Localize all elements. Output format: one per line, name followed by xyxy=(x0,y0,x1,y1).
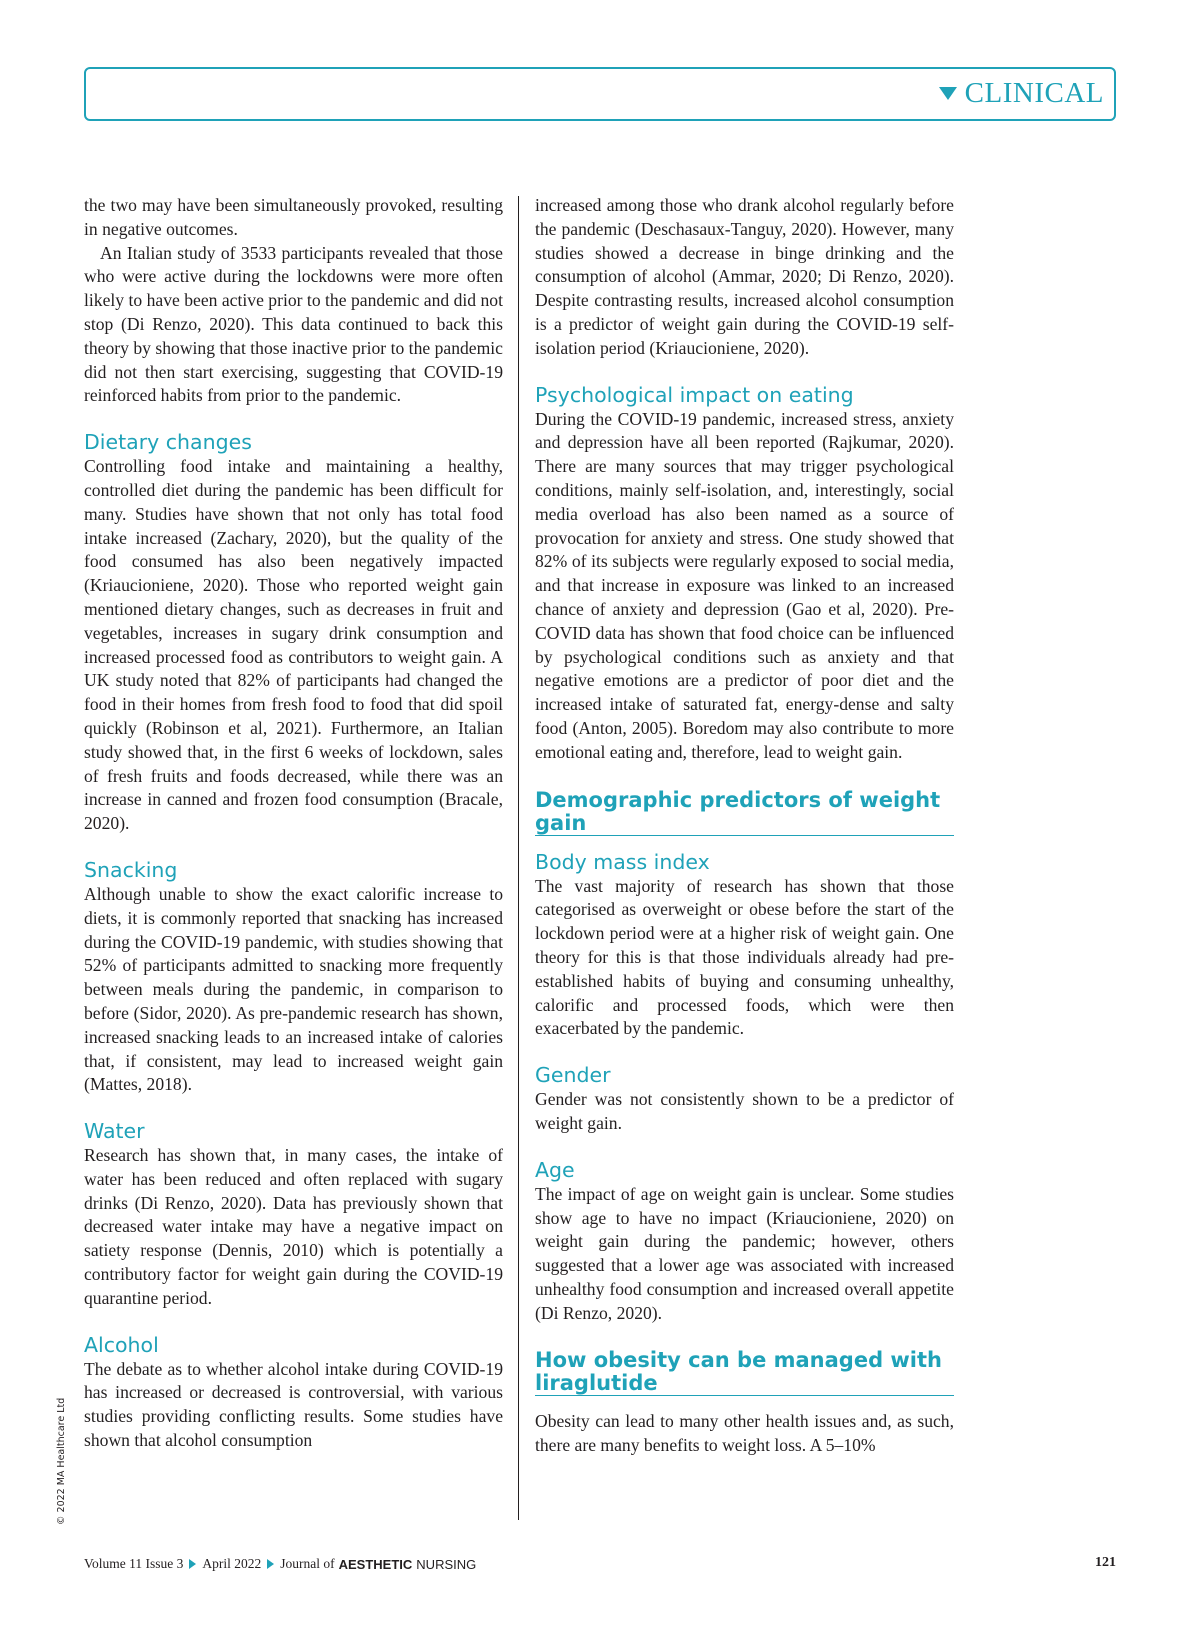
subsection-heading: Dietary changes xyxy=(84,430,252,455)
footer-journal-brand: AESTHETIC xyxy=(338,1556,413,1572)
section-header-box xyxy=(84,67,1116,121)
footer-date: April 2022 xyxy=(202,1556,262,1571)
triangle-right-icon xyxy=(267,1559,274,1569)
body-paragraph: An Italian study of 3533 participants revealed that those who were active during the lockdowns were more often likely to have been active prior to the pandemic and did not stop (Di Renzo, 2020). This data continued to back this theory by showing that those inactive prior to the pandemic did not then start exercising, suggesting that COVID-19 reinforced habits from prior to the pandemic. xyxy=(84,242,503,406)
section-heading: How obesity can be managed with liraglutide xyxy=(535,1349,954,1396)
page-number: 121 xyxy=(1095,1555,1116,1570)
subsection-heading: Alcohol xyxy=(84,1332,159,1357)
subsection-heading: Gender xyxy=(535,1063,611,1088)
subsection-heading: Body mass index xyxy=(535,849,710,874)
section-tag xyxy=(939,77,1104,110)
body-paragraph: Obesity can lead to many other health issues and, as such, there are many benefits to weight loss. A 5–10% xyxy=(535,1411,954,1456)
footer-volume: Volume 11 Issue 3 xyxy=(84,1556,184,1571)
column-divider xyxy=(518,196,519,1520)
triangle-down-icon xyxy=(939,87,957,100)
body-paragraph: During the COVID-19 pandemic, increased stress, anxiety and depression have all been reported (Rajkumar, 2020). There are many sources that may trigger psychological conditions, mainly self-isolation, and, interestingly, social media overload has also been named as a source of provocation for anxiety and stress. One study showed that 82% of its subjects were regularly exposed to social media, and that increase in exposure was linked to an increased chance of anxiety and depression (Gao et al, 2020). Pre-COVID data has shown that food choice can be influenced by psychological conditions such as anxiety and that negative emotions are a predictor of poor diet and the increased intake of saturated fat, energy-dense and salty food (Anton, 2005). Boredom may also contribute to more emotional eating and, therefore, lead to weight gain. xyxy=(535,408,954,762)
page-footer xyxy=(84,1556,476,1572)
subsection-heading: Psychological impact on eating xyxy=(535,382,854,407)
left-column xyxy=(84,194,503,1529)
body-paragraph: The debate as to whether alcohol intake during COVID-19 has increased or decreased is controversial, with various studies providing conflicting results. Some studies have shown that alcohol consumption xyxy=(84,1358,503,1451)
section-label: CLINICAL xyxy=(964,77,1104,109)
body-paragraph: the two may have been simultaneously provoked, resulting in negative outcomes. xyxy=(84,195,503,239)
body-paragraph: Controlling food intake and maintaining a healthy, controlled diet during the pandemic has been difficult for many. Studies have shown that not only has total food intake increased (Zachary, 2020), but the quality of the food consumed has also been negatively impacted (Kriaucioniene, 2020). Those who reported weight gain mentioned dietary changes, such as decreases in fruit and vegetables, increases in sugary drink consumption and increased processed food as contributors to weight gain. A UK study noted that 82% of participants had changed the food in their homes from fresh food to food that did spoil quickly (Robinson et al, 2021). Furthermore, an Italian study showed that, in the first 6 weeks of lockdown, sales of fresh fruits and foods decreased, while there was an increase in canned and frozen food consumption (Bracale, 2020). xyxy=(84,456,503,834)
footer-journal-prefix: Journal of xyxy=(280,1556,335,1571)
body-paragraph: Gender was not consistently shown to be a predictor of weight gain. xyxy=(535,1089,954,1133)
body-paragraph: The impact of age on weight gain is unclear. Some studies show age to have no impact (Kriaucioniene, 2020) on weight gain during the pandemic; however, others suggested that a lower age was associated with increased unhealthy food consumption and increased overall appetite (Di Renzo, 2020). xyxy=(535,1183,954,1323)
section-heading: Demographic predictors of weight gain xyxy=(535,789,954,836)
copyright-notice: © 2022 MA Healthcare Ltd xyxy=(56,1397,67,1525)
body-paragraph: increased among those who drank alcohol regularly before the pandemic (Deschasaux-Tanguy, 2020). However, many studies showed a decrease in binge drinking and the consumption of alcohol (Ammar, 2020; Di Renzo, 2020). Despite contrasting results, increased alcohol consumption is a predictor of weight gain during the COVID-19 self-isolation period (Kriaucioniene, 2020). xyxy=(535,195,954,358)
subsection-heading: Age xyxy=(535,1157,575,1182)
triangle-right-icon xyxy=(189,1559,196,1569)
footer-journal-suffix: NURSING xyxy=(416,1556,477,1572)
right-column xyxy=(535,194,954,1529)
subsection-heading: Water xyxy=(84,1119,145,1144)
subsection-heading: Snacking xyxy=(84,857,178,882)
body-paragraph: Research has shown that, in many cases, the intake of water has been reduced and often replaced with sugary drinks (Di Renzo, 2020). Data has previously shown that decreased water intake may have a negative impact on satiety response (Dennis, 2010) which is potentially a contributory factor for weight gain during the COVID-19 quarantine period. xyxy=(84,1145,503,1308)
body-paragraph: Although unable to show the exact calorific increase to diets, it is commonly reported that snacking has increased during the COVID-19 pandemic, with studies showing that 52% of participants admitted to snacking more frequently between meals during the pandemic, in comparison to before (Sidor, 2020). As pre-pandemic research has shown, increased snacking leads to an increased intake of calories that, if consistent, may lead to increased weight gain (Mattes, 2018). xyxy=(84,883,503,1095)
body-paragraph: The vast majority of research has shown that those categorised as overweight or obese before the start of the lockdown period were at a higher risk of weight gain. One theory for this is that those individuals already had pre-established habits of buying and consuming unhealthy, calorific and processed foods, which were then exacerbated by the pandemic. xyxy=(535,875,954,1039)
